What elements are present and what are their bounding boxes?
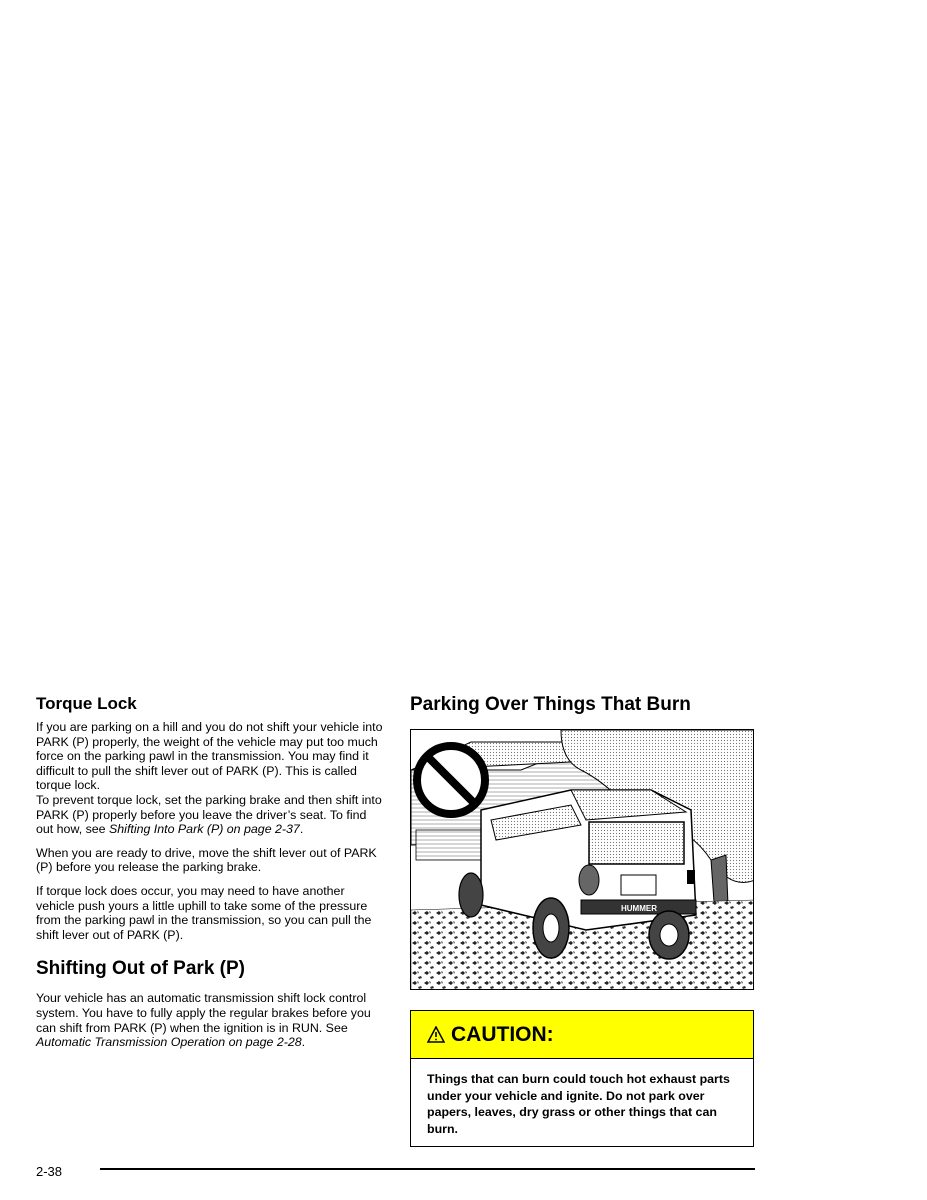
prohibition-icon [417,746,485,814]
vehicle-over-leaves-drawing [411,730,754,990]
right-column [410,694,755,716]
torque-lock-heading: Torque Lock [36,694,137,713]
torque-lock-paragraph-4: If torque lock does occur, you may need to have another vehicle push yours a little uphill to take some of the pressure from the parking pawl in the transmission, so you can pull the shift lever out of PARK (P). [36,883,372,942]
caution-text: Things that can burn could touch hot exhaust parts under your vehicle and ignite. Do not park over papers, leaves, dry grass or other things that can burn. [427,1072,730,1136]
caution-header [411,1011,753,1059]
bumper-lettering: HUMMER [621,904,657,913]
torque-lock-paragraph-1: If you are parking on a hill and you do not shift your vehicle into PARK (P) properly, the weight of the vehicle may put too much force on the parking pawl in the transmission. You may find it difficult to pull the shift lever out of PARK (P). This is called torque lock. [36,720,383,793]
shifting-out-paragraph [36,991,386,1049]
parking-over-heading: Parking Over Things That Burn [410,694,691,715]
torque-lock-paragraph-2 [36,793,386,837]
left-column [36,694,386,1059]
shifting-out-paragraph-end: . [301,1035,306,1050]
warning-triangle-icon [427,1026,445,1043]
automatic-transmission-reference: Automatic Transmission Operation on page 2-28 [36,1035,302,1050]
caution-box [410,1010,754,1147]
torque-lock-paragraph-2-text: To prevent torque lock, set the parking brake and then shift into PARK (P) properly before you leave the driver’s seat. To find out how, see [36,792,382,837]
shifting-into-park-reference: Shifting Into Park (P) on page 2-37 [109,822,300,837]
shifting-out-paragraph-text: Your vehicle has an automatic transmission shift lock control system. You have to fully apply the regular brakes before you can shift from PARK (P) when the ignition is in RUN. See [36,991,371,1035]
footer-rule [100,1168,755,1170]
torque-lock-paragraph-3: When you are ready to drive, move the shift lever out of PARK (P) before you release the parking brake. [36,845,377,875]
torque-lock-paragraph-2-end: . [299,822,304,837]
shifting-out-heading: Shifting Out of Park (P) [36,958,245,980]
page-number: 2-38 [36,1164,63,1179]
caution-title: CAUTION: [451,1022,554,1046]
parking-over-leaves-illustration [410,729,754,990]
